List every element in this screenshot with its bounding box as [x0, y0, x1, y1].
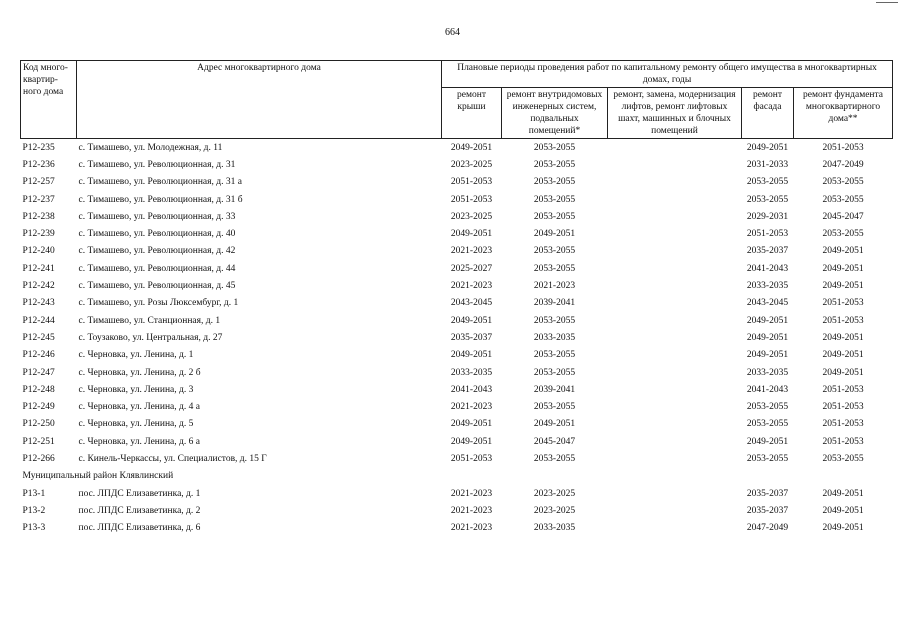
cell-internal-systems: 2039-2041 [533, 298, 576, 309]
repair-schedule-table [20, 60, 893, 537]
cell-facade: 2033-2035 [746, 367, 789, 378]
table-row [21, 295, 893, 312]
cell-roof: 2023-2025 [450, 159, 493, 170]
cell-elevators [608, 398, 742, 415]
cell-facade: 2041-2043 [746, 384, 789, 395]
cell-internal-systems: 2023-2025 [533, 505, 576, 516]
cell-roof: 2049-2051 [450, 315, 493, 326]
table-row [21, 416, 893, 433]
cell-address: пос. ЛПДС Елизаветинка, д. 6 [78, 523, 201, 534]
cell-foundation: 2053-2055 [822, 194, 864, 205]
cell-address: с. Черновка, ул. Ленина, д. 5 [78, 419, 194, 430]
cell-code: Р13-2 [22, 505, 46, 516]
cell-facade: 2051-2053 [746, 229, 789, 240]
cell-foundation: 2051-2053 [822, 315, 864, 326]
cell-elevators [608, 329, 742, 346]
table-row [21, 485, 893, 502]
table-body [21, 139, 893, 537]
scan-artifact [876, 2, 898, 3]
cell-foundation: 2049-2051 [822, 505, 864, 516]
cell-elevators [608, 502, 742, 519]
cell-address: с. Черновка, ул. Ленина, д. 2 б [78, 367, 201, 378]
cell-elevators [608, 364, 742, 381]
cell-internal-systems: 2053-2055 [533, 315, 576, 326]
cell-code: Р12-238 [22, 211, 55, 222]
cell-roof: 2043-2045 [450, 298, 493, 309]
cell-facade: 2053-2055 [746, 194, 789, 205]
cell-elevators [608, 312, 742, 329]
cell-facade: 2029-2031 [746, 211, 789, 222]
cell-roof: 2049-2051 [450, 142, 493, 153]
cell-facade: 2053-2055 [746, 402, 789, 413]
cell-internal-systems: 2053-2055 [533, 142, 576, 153]
cell-elevators [608, 225, 742, 242]
cell-roof: 2021-2023 [450, 523, 493, 534]
section-row [21, 468, 893, 485]
cell-roof: 2049-2051 [450, 350, 493, 361]
cell-roof: 2049-2051 [450, 436, 493, 447]
cell-foundation: 2045-2047 [822, 211, 864, 222]
cell-internal-systems: 2053-2055 [533, 246, 576, 257]
cell-internal-systems: 2033-2035 [533, 332, 576, 343]
cell-code: Р12-251 [22, 436, 55, 447]
table-header [21, 61, 893, 139]
cell-facade: 2047-2049 [746, 523, 789, 534]
cell-foundation: 2051-2053 [822, 142, 864, 153]
cell-code: Р12-237 [22, 194, 55, 205]
cell-code: Р12-246 [22, 350, 55, 361]
cell-facade: 2053-2055 [746, 419, 789, 430]
cell-code: Р12-236 [22, 159, 55, 170]
cell-code: Р12-235 [22, 142, 55, 153]
cell-roof: 2049-2051 [450, 229, 493, 240]
table-row [21, 502, 893, 519]
cell-code: Р12-241 [22, 263, 55, 274]
cell-internal-systems: 2053-2055 [533, 194, 576, 205]
cell-roof: 2021-2023 [450, 488, 493, 499]
cell-foundation: 2053-2055 [822, 453, 864, 464]
header-roof: ремонт крыши [442, 88, 502, 139]
cell-foundation: 2049-2051 [822, 488, 864, 499]
cell-foundation: 2049-2051 [822, 246, 864, 257]
cell-foundation: 2049-2051 [822, 367, 864, 378]
cell-address: с. Тимашево, ул. Революционная, д. 31 [78, 159, 236, 170]
cell-address: пос. ЛПДС Елизаветинка, д. 1 [78, 488, 201, 499]
cell-roof: 2051-2053 [450, 177, 493, 188]
table-row [21, 398, 893, 415]
cell-code: Р12-239 [22, 229, 55, 240]
cell-roof: 2051-2053 [450, 453, 493, 464]
cell-foundation: 2049-2051 [822, 332, 864, 343]
cell-facade: 2041-2043 [746, 263, 789, 274]
cell-code: Р13-1 [22, 488, 46, 499]
cell-elevators [608, 191, 742, 208]
table-row [21, 260, 893, 277]
cell-internal-systems: 2053-2055 [533, 453, 576, 464]
cell-elevators [608, 243, 742, 260]
cell-facade: 2035-2037 [746, 246, 789, 257]
cell-roof: 2041-2043 [450, 384, 493, 395]
table-row [21, 139, 893, 157]
cell-facade: 2035-2037 [746, 488, 789, 499]
table-row [21, 347, 893, 364]
cell-elevators [608, 295, 742, 312]
cell-code: Р12-249 [22, 402, 55, 413]
cell-roof: 2021-2023 [450, 246, 493, 257]
cell-facade: 2035-2037 [746, 505, 789, 516]
cell-address: с. Черновка, ул. Ленина, д. 6 а [78, 436, 200, 447]
cell-foundation: 2051-2053 [822, 298, 864, 309]
table-row [21, 450, 893, 467]
cell-internal-systems: 2053-2055 [533, 263, 576, 274]
table-row [21, 225, 893, 242]
table-row [21, 174, 893, 191]
cell-foundation: 2049-2051 [822, 350, 864, 361]
cell-elevators [608, 156, 742, 173]
cell-roof: 2025-2027 [450, 263, 493, 274]
header-address: Адрес многоквартирного дома [77, 61, 442, 139]
cell-address: с. Тимашево, ул. Революционная, д. 33 [78, 211, 236, 222]
cell-elevators [608, 260, 742, 277]
cell-foundation: 2051-2053 [822, 436, 864, 447]
cell-elevators [608, 433, 742, 450]
table-row [21, 208, 893, 225]
cell-address: с. Тимашево, ул. Революционная, д. 44 [78, 263, 236, 274]
table-row [21, 433, 893, 450]
cell-address: с. Черновка, ул. Ленина, д. 3 [78, 384, 194, 395]
cell-code: Р12-266 [22, 453, 55, 464]
cell-address: с. Тимашево, ул. Станционная, д. 1 [78, 315, 221, 326]
cell-elevators [608, 416, 742, 433]
cell-internal-systems: 2053-2055 [533, 177, 576, 188]
cell-address: с. Тимашево, ул. Революционная, д. 45 [78, 281, 236, 292]
header-code: Код много-квартир-ного дома [21, 61, 77, 139]
cell-address: с. Тимашево, ул. Революционная, д. 42 [78, 246, 236, 257]
cell-facade: 2033-2035 [746, 281, 789, 292]
cell-facade: 2043-2045 [746, 298, 789, 309]
cell-facade: 2049-2051 [746, 436, 789, 447]
header-facade: ремонт фасада [742, 88, 794, 139]
cell-code: Р12-243 [22, 298, 55, 309]
cell-roof: 2051-2053 [450, 194, 493, 205]
table-row [21, 364, 893, 381]
cell-facade: 2031-2033 [746, 159, 789, 170]
cell-internal-systems: 2049-2051 [533, 419, 576, 430]
cell-address: с. Черновка, ул. Ленина, д. 4 а [78, 402, 200, 413]
cell-roof: 2035-2037 [450, 332, 493, 343]
cell-address: с. Черновка, ул. Ленина, д. 1 [78, 350, 194, 361]
cell-elevators [608, 208, 742, 225]
cell-internal-systems: 2039-2041 [533, 384, 576, 395]
table-row [21, 312, 893, 329]
page-number: 664 [445, 27, 460, 38]
cell-facade: 2049-2051 [746, 350, 789, 361]
cell-internal-systems: 2053-2055 [533, 367, 576, 378]
cell-roof: 2021-2023 [450, 505, 493, 516]
cell-code: Р12-248 [22, 384, 55, 395]
cell-elevators [608, 139, 742, 157]
cell-address: с. Тоузаково, ул. Центральная, д. 27 [78, 332, 223, 343]
cell-facade: 2049-2051 [746, 315, 789, 326]
cell-elevators [608, 485, 742, 502]
cell-internal-systems: 2021-2023 [533, 281, 576, 292]
cell-internal-systems: 2053-2055 [533, 159, 576, 170]
cell-internal-systems: 2033-2035 [533, 523, 576, 534]
cell-code: Р12-240 [22, 246, 55, 257]
cell-foundation: 2047-2049 [822, 159, 864, 170]
cell-facade: 2053-2055 [746, 177, 789, 188]
cell-elevators [608, 520, 742, 537]
cell-foundation: 2051-2053 [822, 419, 864, 430]
cell-elevators [608, 347, 742, 364]
cell-address: с. Тимашево, ул. Революционная, д. 31 б [78, 194, 243, 205]
cell-foundation: 2051-2053 [822, 384, 864, 395]
cell-code: Р12-244 [22, 315, 55, 326]
cell-internal-systems: 2023-2025 [533, 488, 576, 499]
cell-facade: 2049-2051 [746, 332, 789, 343]
cell-code: Р12-245 [22, 332, 55, 343]
cell-foundation: 2051-2053 [822, 402, 864, 413]
cell-facade: 2053-2055 [746, 453, 789, 464]
cell-address: с. Тимашево, ул. Молодежная, д. 11 [78, 142, 223, 153]
section-title: Муниципальный район Клявлинский [22, 471, 174, 482]
table-row [21, 191, 893, 208]
cell-address: с. Кинель-Черкассы, ул. Специалистов, д. 15 Г [78, 453, 267, 464]
cell-internal-systems: 2053-2055 [533, 350, 576, 361]
cell-code: Р12-250 [22, 419, 55, 430]
cell-code: Р12-242 [22, 281, 55, 292]
cell-code: Р12-257 [22, 177, 55, 188]
cell-internal-systems: 2053-2055 [533, 402, 576, 413]
cell-elevators [608, 277, 742, 294]
cell-facade: 2049-2051 [746, 142, 789, 153]
cell-roof: 2023-2025 [450, 211, 493, 222]
table-row [21, 329, 893, 346]
cell-roof: 2049-2051 [450, 419, 493, 430]
cell-foundation: 2049-2051 [822, 263, 864, 274]
table-row [21, 381, 893, 398]
cell-internal-systems: 2053-2055 [533, 211, 576, 222]
cell-roof: 2021-2023 [450, 281, 493, 292]
cell-elevators [608, 174, 742, 191]
cell-elevators [608, 381, 742, 398]
cell-internal-systems: 2049-2051 [533, 229, 576, 240]
cell-foundation: 2049-2051 [822, 281, 864, 292]
cell-roof: 2021-2023 [450, 402, 493, 413]
header-foundation: ремонт фундамента многоквартирного дома** [794, 88, 893, 139]
table-row [21, 156, 893, 173]
header-internal-systems: ремонт внутридомовых инженерных систем, подвальных помещений* [502, 88, 608, 139]
cell-address: с. Тимашево, ул. Революционная, д. 31 а [78, 177, 242, 188]
cell-foundation: 2049-2051 [822, 523, 864, 534]
cell-internal-systems: 2045-2047 [533, 436, 576, 447]
cell-address: пос. ЛПДС Елизаветинка, д. 2 [78, 505, 201, 516]
cell-roof: 2033-2035 [450, 367, 493, 378]
cell-foundation: 2053-2055 [822, 177, 864, 188]
cell-elevators [608, 450, 742, 467]
cell-foundation: 2053-2055 [822, 229, 864, 240]
header-periods: Плановые периоды проведения работ по капитальному ремонту общего имущества в многоквартирных домах, годы [442, 61, 893, 88]
cell-address: с. Тимашево, ул. Революционная, д. 40 [78, 229, 236, 240]
table-row [21, 520, 893, 537]
table-row [21, 277, 893, 294]
table-row [21, 243, 893, 260]
cell-address: с. Тимашево, ул. Розы Люксембург, д. 1 [78, 298, 239, 309]
cell-code: Р12-247 [22, 367, 55, 378]
cell-code: Р13-3 [22, 523, 46, 534]
header-elevators: ремонт, замена, модернизация лифтов, ремонт лифтовых шахт, машинных и блочных помещений [608, 88, 742, 139]
